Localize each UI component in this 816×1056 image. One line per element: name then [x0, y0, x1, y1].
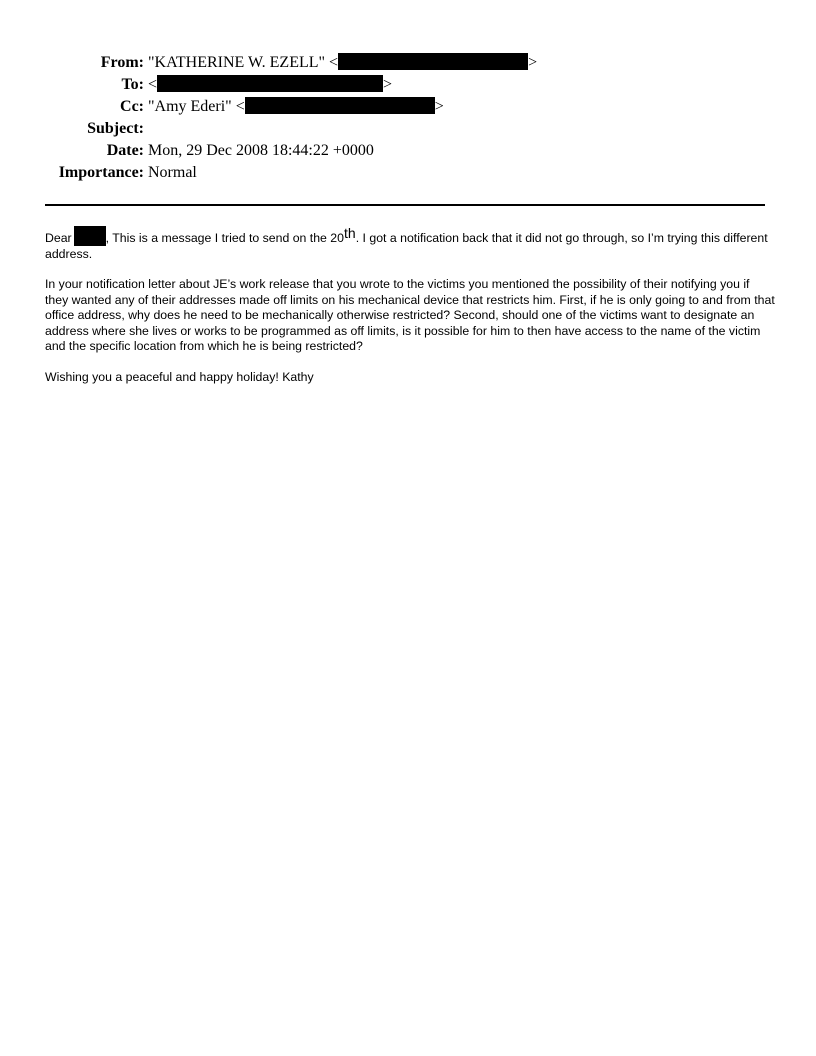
from-email-redaction	[338, 53, 528, 70]
cc-name: "Amy Ederi"	[148, 98, 232, 115]
from-value	[148, 52, 537, 74]
cc-close-bracket: >	[434, 98, 444, 115]
subject-row	[0, 118, 816, 140]
to-label: To:	[121, 76, 144, 93]
date-label: Date:	[106, 142, 144, 159]
paragraph-1-text-b: . I got a notification back that it did not go through, so I’m trying this different address.	[45, 231, 768, 261]
greeting: Dear	[45, 231, 72, 245]
to-close-bracket: >	[383, 76, 393, 93]
recipient-name-redaction	[74, 226, 106, 246]
from-label: From:	[100, 54, 144, 71]
to-value	[148, 74, 392, 96]
cc-value	[148, 96, 444, 118]
date-row	[0, 140, 816, 162]
from-row	[0, 52, 816, 74]
importance-value: Normal	[148, 164, 197, 181]
from-open-bracket: <	[329, 54, 339, 71]
header-divider	[45, 204, 765, 206]
message-body	[45, 226, 775, 400]
cc-label: Cc:	[120, 98, 144, 115]
paragraph-1-text-a: , This is a message I tried to send on the 20	[105, 231, 344, 245]
to-row	[0, 74, 816, 96]
email-header	[0, 52, 816, 184]
cc-open-bracket: <	[235, 98, 245, 115]
from-close-bracket: >	[528, 54, 538, 71]
importance-row	[0, 162, 816, 184]
to-email-redaction	[157, 75, 383, 92]
importance-label: Importance:	[58, 164, 144, 181]
cc-email-redaction	[245, 97, 435, 114]
date-value: Mon, 29 Dec 2008 18:44:22 +0000	[148, 142, 374, 159]
cc-row	[0, 96, 816, 118]
ordinal-suffix: th	[344, 225, 356, 241]
message-paragraph-3: Wishing you a peaceful and happy holiday! Kathy	[45, 369, 314, 384]
message-paragraph-2: In your notification letter about JE’s work release that you wrote to the victims you mentioned the possibility of their notifying you if they wanted any of their addresses made off limits on his mechanical device that restricts him. First, if he is only going to and from that office address, why does he need to be mechanically otherwise restricted? Second, should one of the victims want to designate an address where she lives or works to be programmed as off limits, is it possible for him to then have access to the name of the victim and the specific location from which he is being restricted?	[45, 277, 775, 353]
message-paragraph-1	[45, 226, 775, 262]
to-open-bracket: <	[148, 76, 158, 93]
from-name: "KATHERINE W. EZELL"	[148, 54, 326, 71]
subject-label: Subject:	[87, 120, 144, 137]
